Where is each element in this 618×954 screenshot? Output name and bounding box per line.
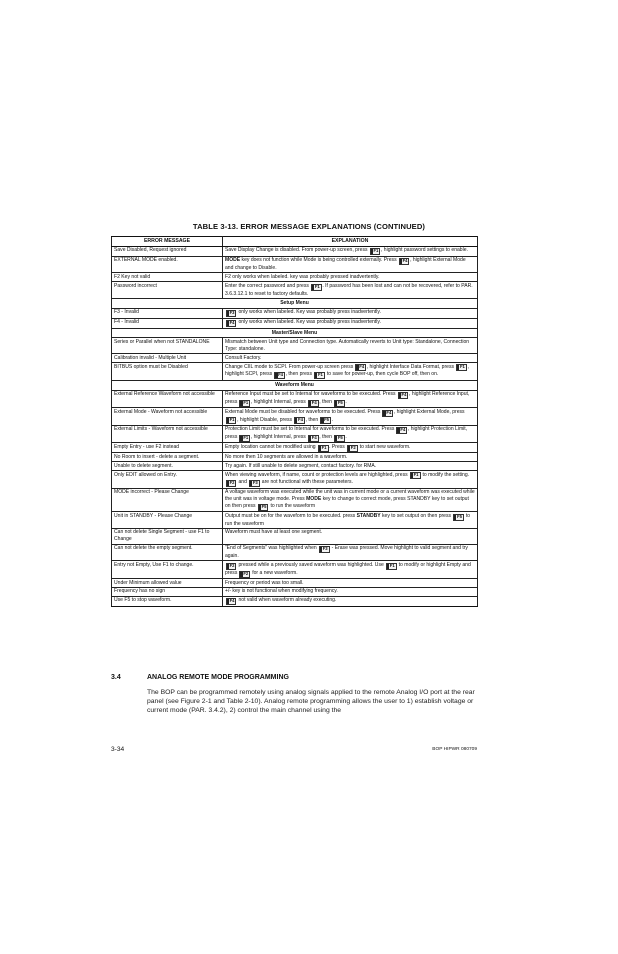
function-key-label: F1 xyxy=(389,562,395,568)
explanation-text: . xyxy=(331,416,334,423)
explanation-text: “End of Segments” was highlighted when xyxy=(225,545,319,552)
explanation-text: Change CIIL mode to SCPI. From power-up screen press xyxy=(225,363,355,370)
explanation-text: Try again. If still unable to delete segment, contact factory. for RMA. xyxy=(225,462,377,469)
function-key-label: F1 xyxy=(317,372,323,378)
explanation-text: . Press xyxy=(329,443,347,450)
explanation-text: Save Display Change is disabled. From power-up screen, press xyxy=(225,247,369,254)
explanation-text: F2 only works when labeled. key was probably pressed inadvertently. xyxy=(225,273,380,280)
error-message-cell: Only EDIT allowed on Entry. xyxy=(112,471,223,489)
table-row xyxy=(112,425,478,443)
section-title: ANALOG REMOTE MODE PROGRAMMING xyxy=(147,674,289,681)
explanation-text: , then press xyxy=(285,371,314,378)
explanation-cell xyxy=(223,471,478,489)
error-message-cell: F2 Key not valid xyxy=(112,273,223,282)
explanation-cell xyxy=(223,587,478,596)
table-row xyxy=(112,354,478,363)
error-message-cell: No Room to insert - delete a segment. xyxy=(112,453,223,462)
section-heading xyxy=(111,674,289,681)
table-row xyxy=(112,273,478,282)
function-key-icon xyxy=(334,400,345,407)
error-message-cell: Frequency has no sign xyxy=(112,587,223,596)
header-error-message: ERROR MESSAGE xyxy=(112,237,223,247)
table-row xyxy=(112,338,478,354)
explanation-text: key to set output on then press xyxy=(380,512,453,519)
error-message-cell: Under Minimum allowed value xyxy=(112,579,223,588)
function-key-icon xyxy=(239,571,250,578)
function-key-icon xyxy=(456,364,467,371)
explanation-text: Consult Factory. xyxy=(225,354,262,361)
function-key-icon xyxy=(258,504,269,511)
error-message-cell: Save Disabled, Request ignored xyxy=(112,246,223,256)
function-key-icon xyxy=(370,248,381,255)
explanation-cell xyxy=(223,256,478,273)
explanation-cell xyxy=(223,488,478,512)
function-key-label: F5 xyxy=(261,503,267,509)
function-key-label: F2 xyxy=(350,444,356,450)
function-key-label: F2 xyxy=(229,480,235,486)
explanation-text: not valid when waveform already executing. xyxy=(237,597,337,604)
error-message-cell: Password incorrect xyxy=(112,282,223,299)
function-key-label: F1 xyxy=(373,248,379,254)
explanation-text: , highlight Internal, press xyxy=(250,434,308,441)
function-key-icon xyxy=(226,320,237,327)
function-key-label: F1 xyxy=(314,283,320,289)
explanation-text: pressed while a previously saved waveform was highlighted. Use xyxy=(237,561,386,568)
error-message-cell: External Mode - Waveform not accessible xyxy=(112,408,223,426)
explanation-cell xyxy=(223,308,478,318)
error-message-cell: Series or Parallel when not STANDALONE xyxy=(112,338,223,354)
explanation-cell xyxy=(223,354,478,363)
explanation-text: to modify the setting. xyxy=(421,471,470,478)
explanation-text: Frequency or period was too small. xyxy=(225,579,304,586)
function-key-icon xyxy=(319,546,330,553)
function-key-label: F2 xyxy=(243,570,249,576)
function-key-label: F3 xyxy=(322,546,328,552)
explanation-text: , highlight Internal, press xyxy=(250,398,308,405)
explanation-text: key does not function while Mode is being controlled externally. Press xyxy=(240,257,399,264)
section-number: 3.4 xyxy=(111,674,121,681)
explanation-text: to save for power-up, then cycle BOP off, then on. xyxy=(325,371,439,378)
explanation-cell xyxy=(223,443,478,453)
explanation-text: Enter the correct password and press xyxy=(225,282,311,289)
function-key-label: F5 xyxy=(324,417,330,423)
explanation-text: only works when labeled. Key was probably press inadvertently. xyxy=(237,319,381,326)
section-label: Waveform Menu xyxy=(112,380,478,390)
explanation-text: key to change to correct mode, press STANDBY key to set output on then press xyxy=(225,496,469,509)
explanation-cell xyxy=(223,512,478,529)
explanation-text: No more then 10 segments are allowed in a waveform. xyxy=(225,453,348,460)
function-key-icon xyxy=(320,416,334,424)
function-key-label: F4 xyxy=(278,372,283,378)
explanation-text: , then xyxy=(319,434,334,441)
table-section-row xyxy=(112,299,478,309)
function-key-label: F4 xyxy=(311,434,317,440)
function-key-label: F4 xyxy=(298,417,303,423)
explanation-text: , highlight External Mode, press xyxy=(393,408,465,415)
function-key-icon xyxy=(410,472,421,479)
error-message-cell: EXTERNAL MODE enabled. xyxy=(112,256,223,273)
table-row xyxy=(112,544,478,561)
explanation-text: , highlight Reference Input, press xyxy=(225,391,470,405)
table-row xyxy=(112,579,478,588)
table-caption: TABLE 3-13. ERROR MESSAGE EXPLANATIONS (CONTINUED) xyxy=(192,222,426,231)
explanation-text: , highlight password settings to enable. xyxy=(380,247,468,254)
function-key-label: F4 xyxy=(359,364,365,370)
explanation-text: External Mode must be disabled for waveforms to be executed. Press xyxy=(225,408,382,415)
function-key-icon xyxy=(355,364,366,371)
table-row xyxy=(112,561,478,579)
function-key-label: F3 xyxy=(252,480,258,486)
function-key-icon xyxy=(398,392,409,399)
function-key-label: F1 xyxy=(243,434,249,440)
table-row xyxy=(112,246,478,256)
explanation-text: to start new waveform. xyxy=(358,443,411,450)
function-key-icon xyxy=(453,514,464,521)
function-key-icon xyxy=(308,435,319,442)
explanation-text: Mismatch between Unit type and Connection type. Automatically reverts to Unit type: Standalone, Connection Type: standalone. xyxy=(225,338,470,352)
explanation-text: Waveform must have at least one segment. xyxy=(225,529,323,536)
document-id: BOP HIPWR 080709 xyxy=(432,747,477,752)
function-key-icon xyxy=(396,427,407,434)
function-key-icon xyxy=(239,400,250,407)
function-key-label: F4 xyxy=(311,399,317,405)
function-key-icon xyxy=(226,598,237,605)
table-row xyxy=(112,587,478,596)
table-row xyxy=(112,488,478,512)
function-key-icon xyxy=(226,563,237,570)
table-row xyxy=(112,512,478,529)
function-key-label: F4 xyxy=(401,391,407,397)
explanation-text: . xyxy=(345,434,347,441)
explanation-cell xyxy=(223,318,478,328)
explanation-cell xyxy=(223,462,478,471)
explanation-text: , highlight Interface Data Format, press xyxy=(366,363,456,370)
explanation-text: Output must be on for the waveform to be executed. press xyxy=(225,512,357,519)
explanation-text: . xyxy=(345,398,347,405)
explanation-text: When viewing waveform, if name, count or protection levels are highlighted, press xyxy=(225,471,410,478)
table-row xyxy=(112,282,478,299)
table-header-row xyxy=(112,237,478,247)
error-message-cell: Calibration invalid - Multiple Unit xyxy=(112,354,223,363)
function-key-label: F4 xyxy=(229,598,235,604)
error-message-cell: BITBUS option must be Disabled xyxy=(112,363,223,381)
explanation-text: to run the waveform xyxy=(269,502,316,509)
function-key-icon xyxy=(399,258,410,265)
table-row xyxy=(112,471,478,489)
error-message-cell: External Limits - Waveform not accessible xyxy=(112,425,223,443)
explanation-cell xyxy=(223,273,478,282)
function-key-label: F2 xyxy=(229,562,235,568)
table-section-row xyxy=(112,328,478,338)
function-key-icon xyxy=(334,435,345,442)
function-key-label: F4 xyxy=(229,320,235,326)
explanation-text: , highlight SCPI, press xyxy=(225,363,469,378)
explanation-text: , highlight Disable, press xyxy=(237,416,294,423)
explanation-text: , highlight Protection Limit, press xyxy=(225,426,468,441)
explanation-text: A voltage waveform was executed while the unit was in current mode or a current waveform was executed while the unit was in voltage mode. Press xyxy=(225,489,475,503)
explanation-text: , then xyxy=(319,398,334,405)
key-name-text: MODE xyxy=(225,257,241,264)
table-row xyxy=(112,318,478,328)
error-message-cell: Use F5 to stop waveform. xyxy=(112,596,223,606)
function-key-icon xyxy=(226,417,237,424)
explanation-cell xyxy=(223,561,478,579)
explanation-text: Reference Input must be set to Internal for waveforms to be executed. Press xyxy=(225,391,397,398)
function-key-label: F5 xyxy=(337,434,343,440)
function-key-label: F5 xyxy=(457,513,462,519)
explanation-cell xyxy=(223,338,478,354)
function-key-label: F4 xyxy=(386,409,392,415)
table-row xyxy=(112,453,478,462)
key-name-text: STANDBY xyxy=(356,512,381,519)
function-key-icon xyxy=(347,445,358,452)
error-message-cell: MODE incorrect - Please Change xyxy=(112,488,223,512)
error-message-cell: F3 - Invalid xyxy=(112,308,223,318)
explanation-text: +/- key is not functional when modifying frequency. xyxy=(225,588,338,595)
section-label: Setup Menu xyxy=(112,299,478,309)
error-message-cell: Unable to delete segment. xyxy=(112,462,223,471)
function-key-icon xyxy=(318,445,329,452)
function-key-icon xyxy=(314,372,325,379)
key-name-text: MODE xyxy=(306,496,322,503)
table-row xyxy=(112,256,478,273)
explanation-text: , then xyxy=(305,416,320,423)
explanation-cell xyxy=(223,363,478,381)
explanation-text: for a new waveform. xyxy=(250,569,298,576)
function-key-icon xyxy=(311,284,322,291)
function-key-icon xyxy=(382,410,393,417)
explanation-cell xyxy=(223,453,478,462)
function-key-label: F4 xyxy=(402,258,408,263)
function-key-label: F3 xyxy=(229,310,235,316)
explanation-text: , highlight External Mode and change to Disable. xyxy=(225,257,466,271)
function-key-icon xyxy=(386,563,397,570)
explanation-text: Empty location cannot be modified using xyxy=(225,443,318,450)
body-paragraph: The BOP can be programmed remotely using analog signals applied to the remote Analog I/O port at the rear panel (see Figure 2-1 and Table 2-10). Analog remote programming allows the user to 1) establish voltage or current mode (PAR. 3.4.2), 2) control the main channel using the xyxy=(147,689,475,715)
error-message-cell: Can not delete Single Segment - use F1 to Change xyxy=(112,528,223,544)
error-message-cell: Unit in STANDBY - Please Change xyxy=(112,512,223,529)
function-key-icon xyxy=(308,400,319,407)
explanation-cell xyxy=(223,282,478,299)
error-message-cell: F4 - Invalid xyxy=(112,318,223,328)
explanation-text: to run the waveform xyxy=(225,512,471,527)
error-message-cell: Entry not Empty, Use F1 to change. xyxy=(112,561,223,579)
function-key-label: F1 xyxy=(413,472,419,478)
table-section-row xyxy=(112,380,478,390)
function-key-icon xyxy=(226,480,237,487)
function-key-label: F5 xyxy=(337,399,343,405)
error-message-cell: External Reference Waveform not accessible xyxy=(112,390,223,408)
table-row xyxy=(112,443,478,453)
function-key-icon xyxy=(274,372,285,379)
explanation-cell xyxy=(223,579,478,588)
error-message-cell: Can not delete the empty segment. xyxy=(112,544,223,561)
function-key-icon xyxy=(249,480,260,487)
header-explanation: EXPLANATION xyxy=(223,237,478,247)
function-key-label: F1 xyxy=(243,399,249,405)
explanation-text: - Erase was pressed. Move highlight to valid segment and try again. xyxy=(225,545,468,560)
explanation-text: and xyxy=(237,479,249,486)
function-key-icon xyxy=(239,435,250,442)
table-row xyxy=(112,408,478,426)
explanation-text: to modify or highlight Empty and press xyxy=(225,561,471,576)
explanation-text: . If password has been lost and can not be recovered, refer to PAR. 3.6.3.12.1 to reset to factory defaults. xyxy=(225,282,473,297)
section-label: Master/Slave Menu xyxy=(112,328,478,338)
table-row xyxy=(112,308,478,318)
table-row xyxy=(112,390,478,408)
explanation-cell xyxy=(223,596,478,606)
table-row xyxy=(112,462,478,471)
explanation-cell xyxy=(223,528,478,544)
explanation-text: are not functional with these parameters. xyxy=(260,479,353,486)
explanation-text: only works when labeled. Key was probably press inadvertently. xyxy=(237,309,381,316)
function-key-icon xyxy=(226,310,237,317)
function-key-label: F1 xyxy=(459,364,465,370)
function-key-label: F4 xyxy=(400,427,406,433)
page-number: 3-34 xyxy=(111,746,125,753)
function-key-icon xyxy=(294,417,305,424)
explanation-cell xyxy=(223,390,478,408)
function-key-label: F1 xyxy=(229,417,235,423)
table-row xyxy=(112,596,478,606)
explanation-cell xyxy=(223,544,478,561)
error-message-cell: Empty Entry - use F2 instead xyxy=(112,443,223,453)
explanation-cell xyxy=(223,408,478,426)
explanation-cell xyxy=(223,425,478,443)
error-message-table xyxy=(111,236,478,607)
table-row xyxy=(112,363,478,381)
explanation-text: Protection Limit must be set to Internal for waveforms to be executed. Press xyxy=(225,426,396,433)
explanation-cell xyxy=(223,246,478,256)
function-key-label: F1 xyxy=(321,444,327,450)
table-row xyxy=(112,528,478,544)
